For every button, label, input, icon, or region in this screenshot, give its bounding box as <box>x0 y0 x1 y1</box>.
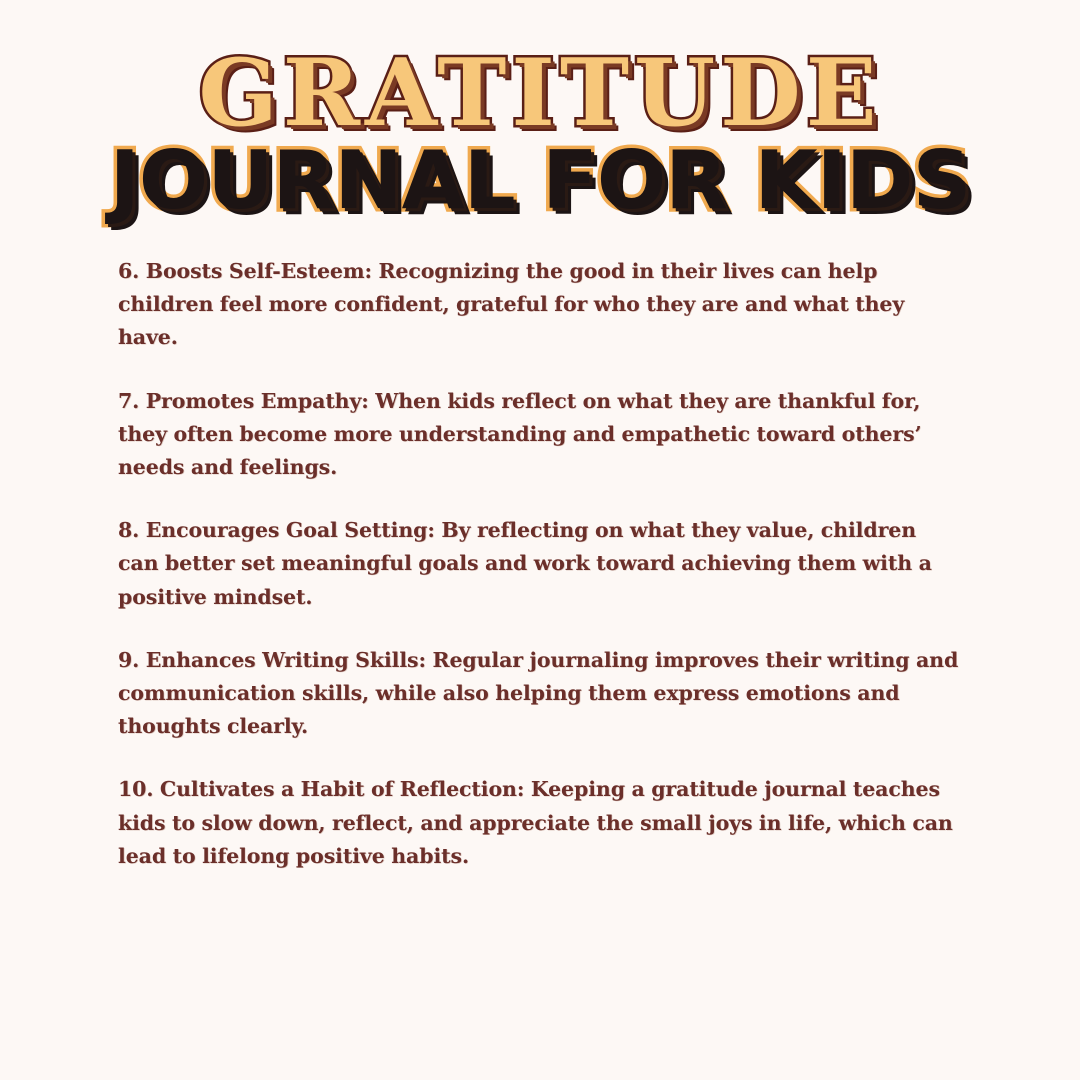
list-item: 6. Boosts Self-Esteem: Recognizing the good in their lives can help children feel more confident, grateful for who they are and what they have. <box>118 259 905 350</box>
list-item: 10. Cultivates a Habit of Reflection: Keeping a gratitude journal teaches kids to slow down, reflect, and appreciate the small joys in life, which can lead to lifelong positive habits. <box>118 777 953 868</box>
list-item: 7. Promotes Empathy: When kids reflect on what they are thankful for, they often become more understanding and empathetic toward others’ needs and feelings. <box>118 388 922 480</box>
benefits-list <box>118 255 962 873</box>
page-title-secondary: JOURNAL FOR KIDS <box>109 134 971 227</box>
list-item: 9. Enhances Writing Skills: Regular journaling improves their writing and communication skills, while also helping them express emotions and thoughts clearly. <box>118 647 959 739</box>
list-item: 8. Encourages Goal Setting: By reflecting on what they value, children can better set meaningful goals and work toward achieving them with a positive mindset. <box>118 518 932 609</box>
poster-title-block <box>0 0 1080 227</box>
page-title-primary: GRATITUDE <box>198 38 882 147</box>
